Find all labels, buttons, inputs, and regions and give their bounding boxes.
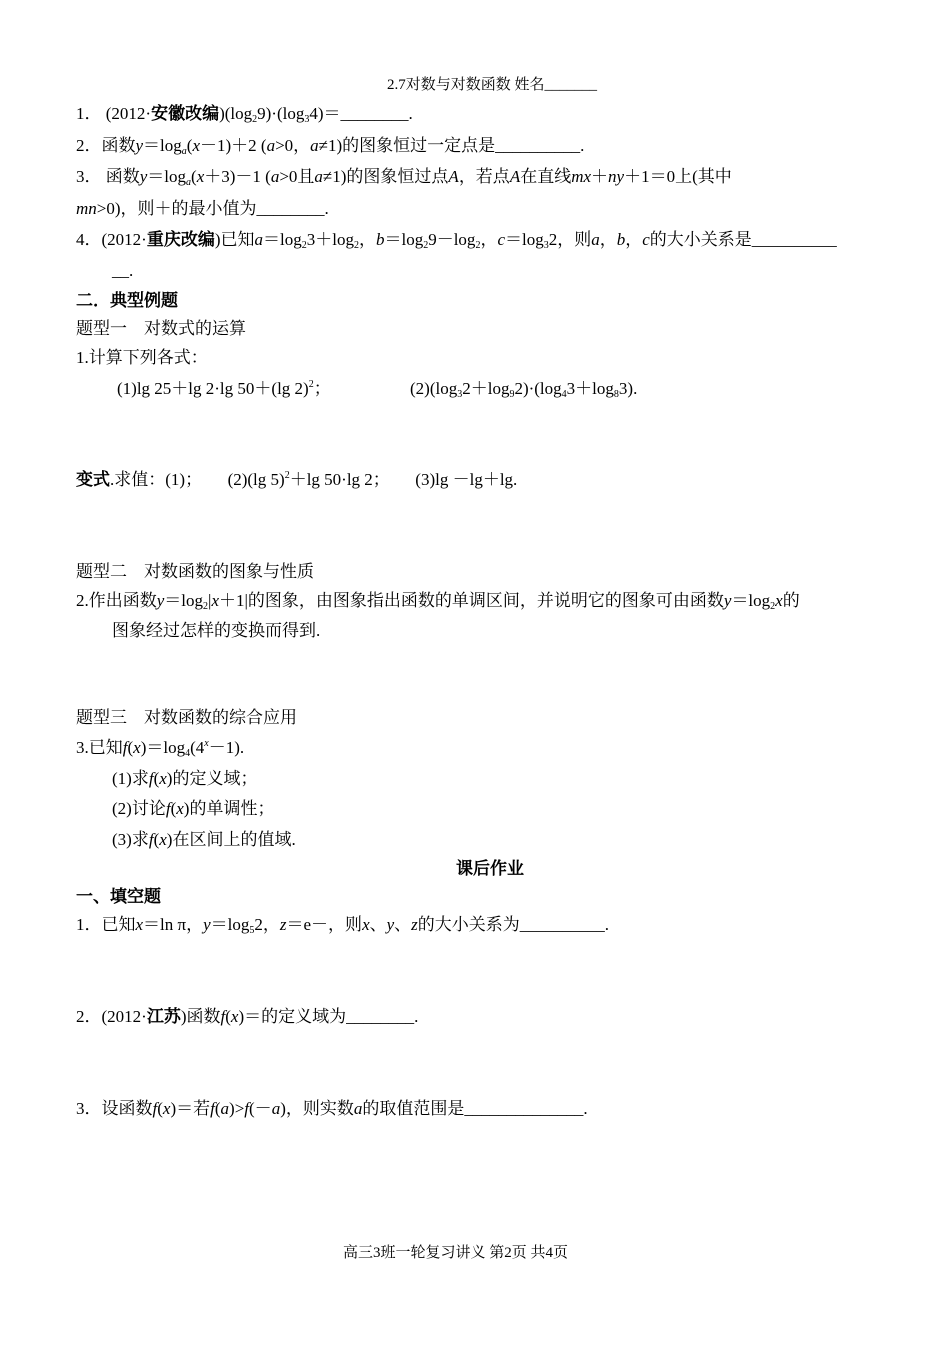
prelim-q3-line1: 3． 函数$y=\log_a(x+3)-1$ (a>0且a≠1)的图象恒过点A，若点A在直线mx＋ny＋1＝0上(其中 <box>76 167 732 188</box>
variant-label: 变式 <box>76 470 110 490</box>
header-title: 2.7对数与对数函数 姓名_______ <box>387 77 598 93</box>
type1-label: 题型一 对数式的运算 <box>76 319 246 338</box>
type2-question-line2: 图象经过怎样的变换而得到. <box>112 621 321 640</box>
type2-question-line1: 2.作出函数$y=\log_2|x+1|$的图象，由图象指出函数的单调区间，并说明它的图象可由函数$y=\log_2x$的 <box>76 591 800 612</box>
type3-question: 3.已知$f(x)=\log_4(4^x-1)$. <box>76 738 245 759</box>
type3-label: 题型三 对数函数的综合应用 <box>76 708 297 727</box>
homework-q2: 2．(2012·江苏)函数f(x)＝的定义域为________. <box>76 1007 419 1027</box>
variant: 变式.求值：(1)； (2)(lg 5)$^2$＋lg 50·lg 2； (3)lg －lg＋lg. <box>76 470 518 490</box>
homework-q3: 3．设函数f(x)＝若f(a)>f(－a)，则实数a的取值范围是______________. <box>76 1099 588 1118</box>
page-footer: 高三3班一轮复习讲义 第2页 共4页 <box>343 1245 569 1261</box>
prelim-q2: 2．函数$y=\log_a(x-1)+2$ (a>0，a≠1)的图象恒过一定点是__________. <box>76 136 585 157</box>
homework-title: 课后作业 <box>456 859 524 879</box>
prelim-q4-line1: 4．(2012·重庆改编)已知$a=\log_23+\log_2$，$b=\log_29-\log_2$，$c=\log_32$，则a，b，c的大小关系是__________ <box>76 230 837 251</box>
type1-part1: (1)lg 25＋lg 2·lg 50＋(lg 2)$^2$； <box>117 379 331 398</box>
type3-sub3: (3)求f(x)在区间上的值域. <box>112 830 296 849</box>
homework-section: 一、填空题 <box>76 887 161 907</box>
prelim-q3-line2: mn>0)，则＋的最小值为________. <box>76 199 329 218</box>
type3-sub1: (1)求f(x)的定义域； <box>112 769 258 788</box>
section-heading: 二．典型例题 <box>76 291 178 311</box>
type2-label: 题型二 对数函数的图象与性质 <box>76 562 314 581</box>
prelim-q1: 1． (2012·安徽改编)$(\log_29)\cdot(\log_34)=\_\_\_\_\_\_\_\_$. <box>76 104 413 125</box>
homework-q1: 1．已知x＝ln π，$y=\log_52$，z＝e－，则x、y、z的大小关系为__________. <box>76 915 610 936</box>
prelim-q4-line2: __. <box>112 261 134 280</box>
type1-part2: $(2)(\log_32+\log_92)\cdot(\log_43+\log_83)$. <box>410 379 638 400</box>
type3-sub2: (2)讨论f(x)的单调性； <box>112 799 275 818</box>
type1-question: 1.计算下列各式： <box>76 348 208 367</box>
